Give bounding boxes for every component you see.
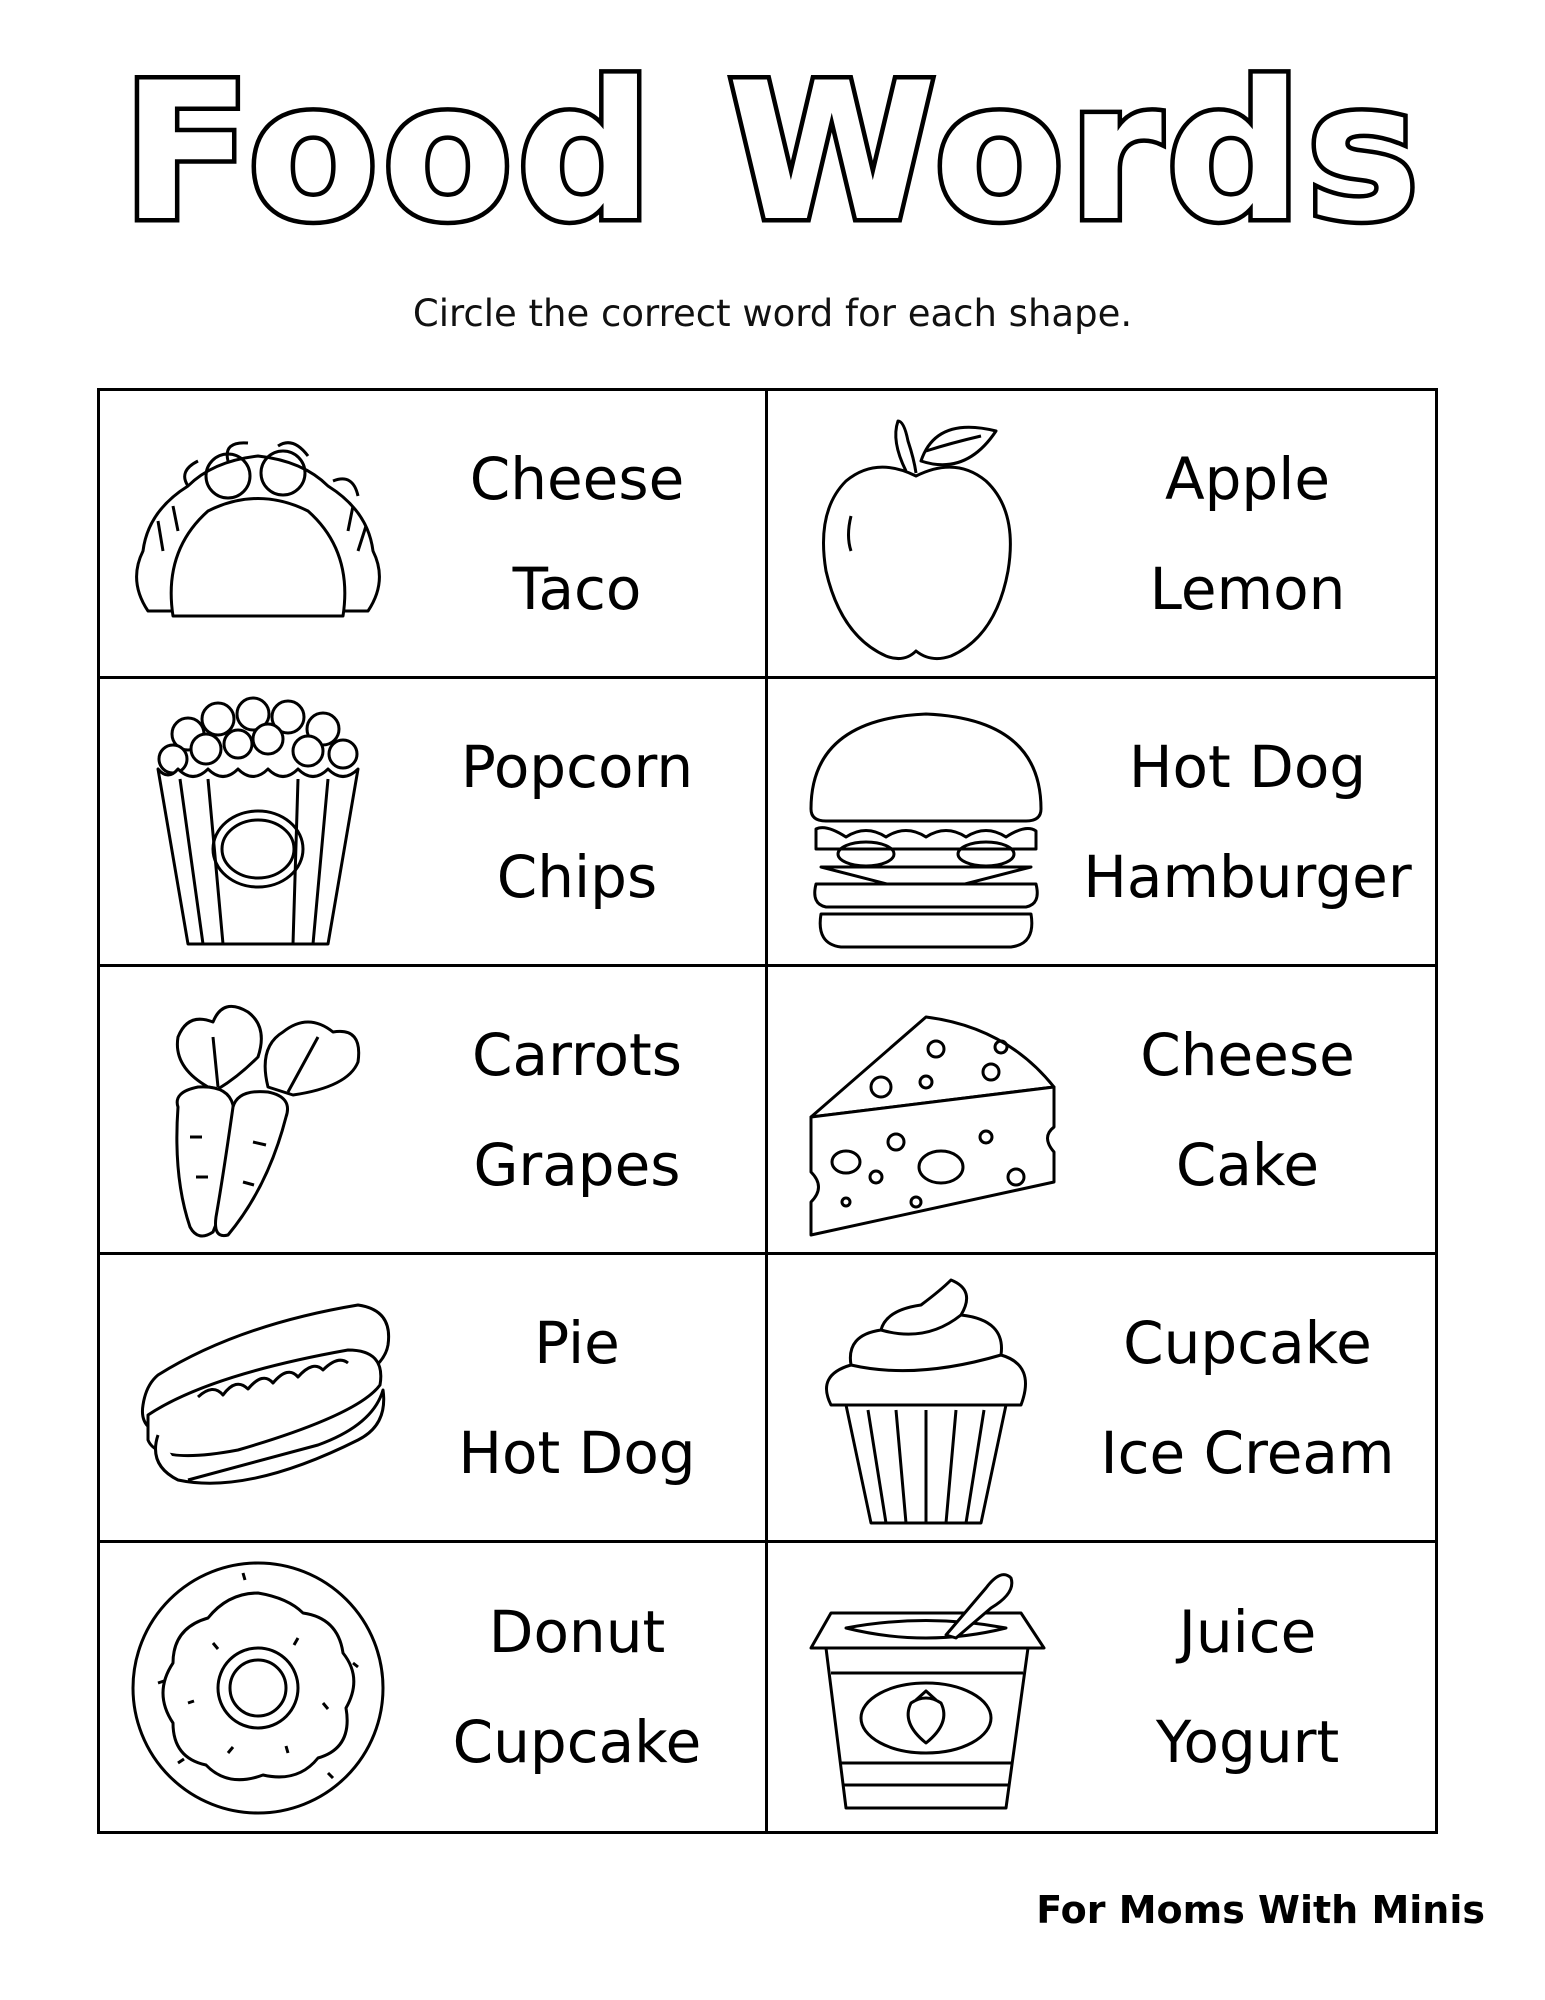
word-options [390,679,765,964]
worksheet-cell [768,391,1436,679]
word-options [390,967,765,1252]
word-option[interactable]: Grapes [473,1130,681,1199]
brand-footer: For Moms With Minis [1036,1888,1485,1932]
word-option[interactable]: Hot Dog [1128,732,1367,801]
word-options [390,391,765,676]
hot-dog-icon [118,1265,398,1530]
word-option[interactable]: Cake [1175,1130,1320,1199]
worksheet-cell [100,679,768,967]
word-options [1060,1255,1435,1540]
word-option[interactable]: Carrots [472,1020,682,1089]
word-option[interactable]: Hamburger [1083,842,1412,911]
instruction-text: Circle the correct word for each shape. [412,292,1133,335]
word-option[interactable]: Cupcake [452,1708,702,1776]
worksheet-cell [100,1255,768,1543]
word-option[interactable]: Pie [534,1308,620,1377]
worksheet-cell [768,967,1436,1255]
worksheet-cell [768,1255,1436,1543]
worksheet-grid [97,388,1438,1834]
word-options [1060,391,1435,676]
word-option[interactable]: Cupcake [1123,1308,1372,1377]
carrots-icon [118,977,398,1242]
worksheet-cell [100,391,768,679]
word-option[interactable]: Hot Dog [458,1418,696,1487]
yogurt-icon [786,1553,1066,1818]
word-option[interactable]: Taco [512,554,642,623]
worksheet-cell [100,967,768,1255]
word-option[interactable]: Cheese [469,444,685,513]
word-options [390,1255,765,1540]
word-option[interactable]: Lemon [1149,554,1346,623]
cheese-icon [786,977,1066,1242]
worksheet-cell [768,679,1436,967]
word-option[interactable]: Juice [1178,1598,1317,1666]
worksheet-cell [768,1543,1436,1831]
word-options [1060,967,1435,1252]
word-option[interactable]: Yogurt [1155,1708,1340,1776]
taco-icon [118,401,398,666]
hamburger-icon [786,689,1066,954]
word-option[interactable]: Cheese [1140,1020,1355,1089]
word-options [390,1543,765,1831]
word-option[interactable]: Chips [496,842,658,911]
page-title: Food Words [121,42,1424,263]
cupcake-icon [786,1265,1066,1530]
word-option[interactable]: Popcorn [460,732,694,801]
worksheet-cell [100,1543,768,1831]
popcorn-icon [118,689,398,954]
donut-icon [118,1553,398,1818]
word-options [1060,1543,1435,1831]
word-option[interactable]: Apple [1164,444,1331,513]
word-option[interactable]: Ice Cream [1100,1418,1395,1487]
word-option[interactable]: Donut [488,1598,666,1666]
word-options [1060,679,1435,964]
apple-icon [786,401,1066,666]
